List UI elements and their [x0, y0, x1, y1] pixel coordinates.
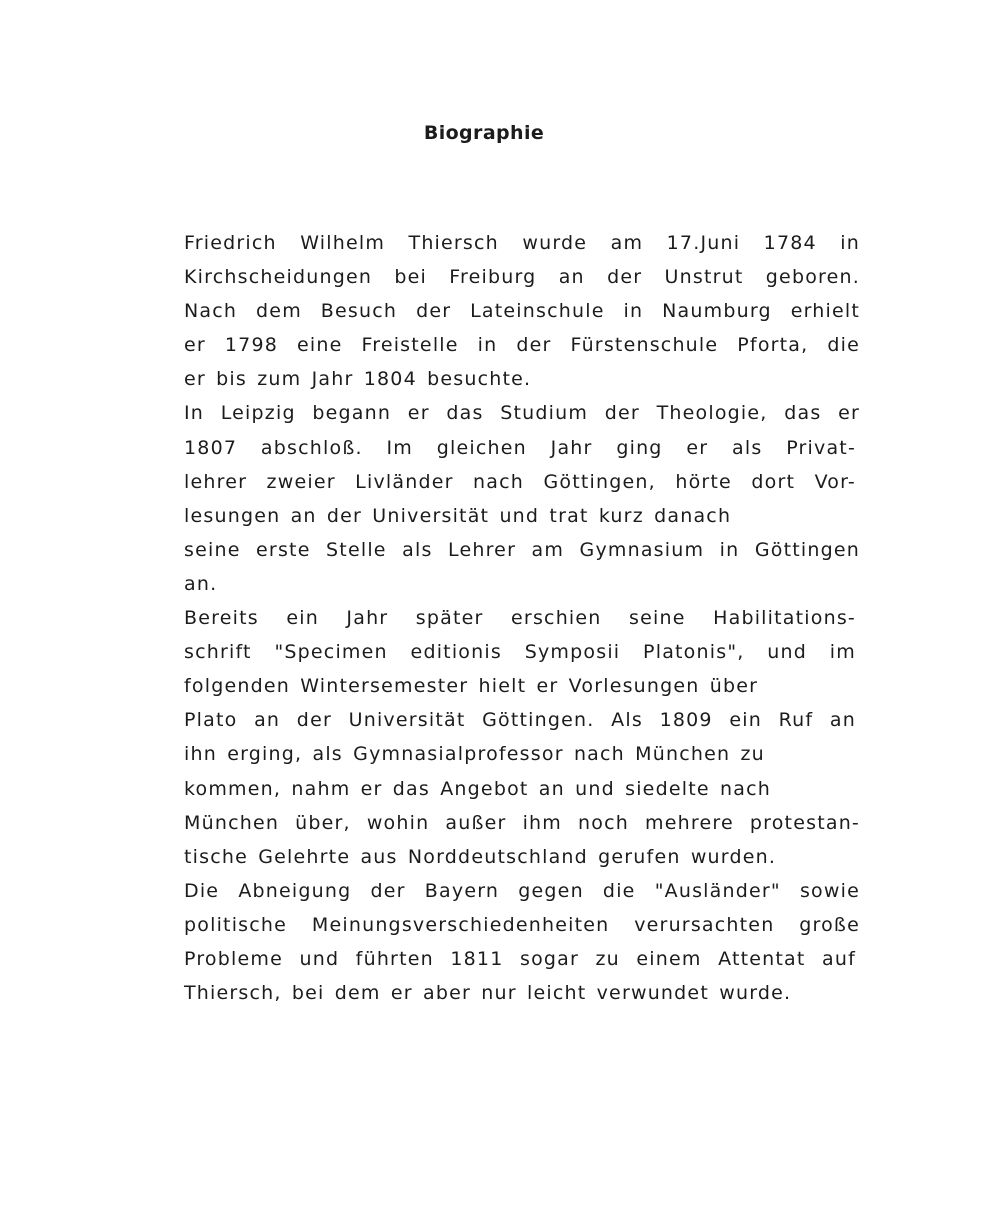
text-line: ihn erging, als Gymnasialprofessor nach München zu — [184, 743, 765, 766]
text-line: Die Abneigung der Bayern gegen die "Ausländer" sowie — [184, 879, 860, 902]
biography-text — [184, 226, 884, 1010]
text-line: lesungen an der Universität und trat kurz danach — [184, 504, 732, 527]
text-line: er bis zum Jahr 1804 besuchte. — [184, 368, 532, 391]
text-line: folgenden Wintersemester hielt er Vorlesungen über — [184, 675, 759, 698]
text-line: Kirchscheidungen bei Freiburg an der Unstrut geboren. — [184, 266, 860, 289]
text-line: politische Meinungsverschiedenheiten verursachten große — [184, 913, 860, 936]
text-line: Nach dem Besuch der Lateinschule in Naumburg erhielt — [184, 300, 860, 323]
text-line: Plato an der Universität Göttingen. Als 1809 ein Ruf an — [184, 709, 856, 732]
text-line: seine erste Stelle als Lehrer am Gymnasium in Göttingen — [184, 538, 860, 561]
text-line: In Leipzig begann er das Studium der Theologie, das er — [184, 402, 860, 425]
text-line: Thiersch, bei dem er aber nur leicht verwundet wurde. — [184, 982, 792, 1005]
text-line: kommen, nahm er das Angebot an und siedelte nach — [184, 777, 771, 800]
text-line: an. — [184, 572, 218, 595]
text-line: Probleme und führten 1811 sogar zu einem Attentat auf — [184, 947, 856, 970]
page-title: Biographie — [423, 122, 545, 144]
text-line: schrift "Specimen editionis Symposii Platonis", und im — [184, 641, 856, 664]
text-line: tische Gelehrte aus Norddeutschland gerufen wurden. — [184, 845, 777, 868]
text-line: Friedrich Wilhelm Thiersch wurde am 17.Juni 1784 in — [184, 232, 860, 254]
text-line: 1807 abschloß. Im gleichen Jahr ging er als Privat- — [184, 436, 856, 459]
text-line: Bereits ein Jahr später erschien seine Habilitations- — [184, 607, 856, 630]
text-line: er 1798 eine Freistelle in der Fürstenschule Pforta, die — [184, 334, 860, 357]
text-line: lehrer zweier Livländer nach Göttingen, hörte dort Vor- — [184, 470, 856, 493]
text-line: München über, wohin außer ihm noch mehrere protestan- — [184, 811, 860, 834]
